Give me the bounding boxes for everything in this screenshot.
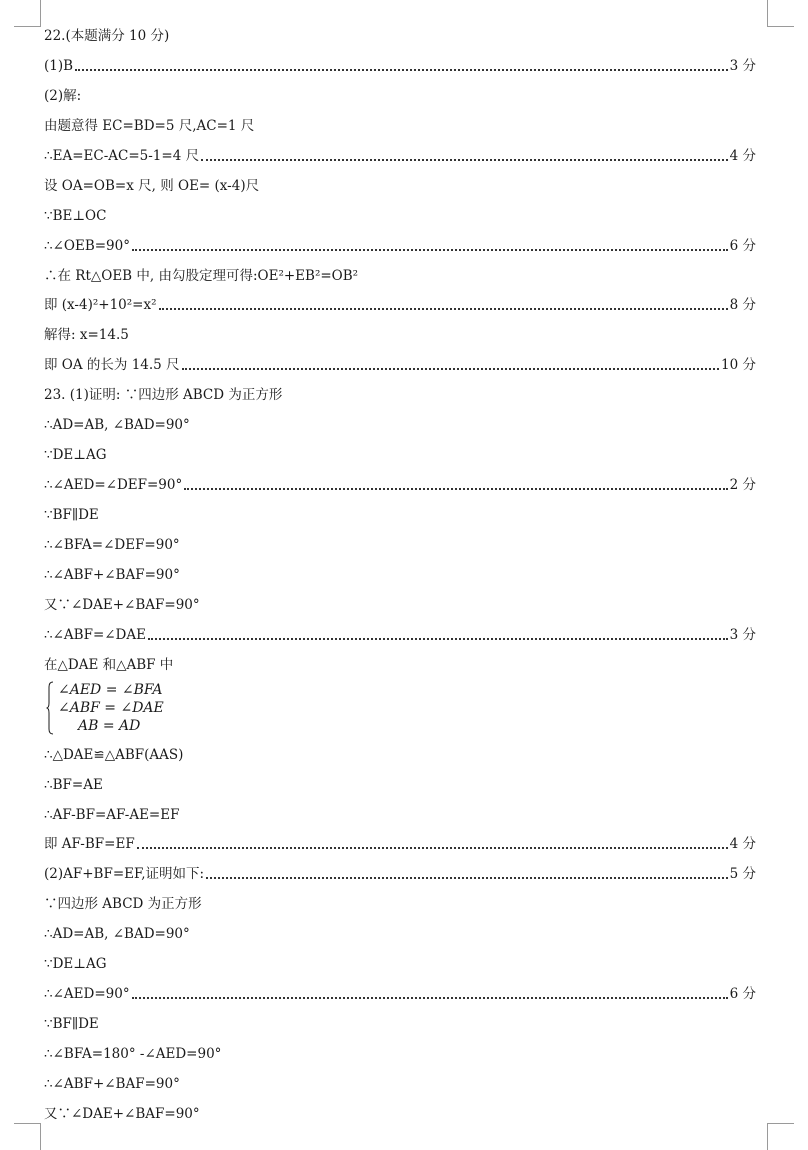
dot-leader [201, 158, 728, 161]
solution-line [44, 980, 756, 1010]
crop-mark-bottom-left [14, 1123, 41, 1150]
score-label: 10 分 [721, 357, 756, 374]
dot-leader [206, 876, 728, 879]
solution-block-22-23 [44, 22, 756, 681]
score-label: 6 分 [729, 237, 756, 254]
dot-leader [75, 68, 728, 71]
line-text: ∴∠ABF+∠BAF=90° [44, 566, 180, 583]
score-label: 8 分 [729, 297, 756, 314]
solution-line [44, 741, 756, 771]
line-text: ∵DE⊥AG [44, 447, 107, 464]
line-text: 解得: x=14.5 [44, 327, 129, 344]
solution-line [44, 950, 756, 980]
solution-line [44, 52, 756, 82]
dot-leader [182, 367, 719, 370]
dot-leader [148, 637, 728, 640]
line-text: ∴在 Rt△OEB 中, 由勾股定理可得:OE²+EB²=OB² [44, 267, 359, 284]
solution-line [44, 591, 756, 621]
solution-line [44, 801, 756, 831]
line-text: ∴△DAE≌△ABF(AAS) [44, 746, 184, 763]
dot-leader [132, 996, 728, 999]
line-text: 设 OA=OB=x 尺, 则 OE= (x-4)尺 [44, 177, 260, 194]
line-text: ∵BE⊥OC [44, 207, 107, 224]
line-text: 22.(本题满分 10 分) [44, 28, 170, 44]
equation-1: ∠AED = ∠BFA [58, 681, 163, 698]
dot-leader [137, 846, 728, 849]
solution-line [44, 1100, 756, 1130]
solution-line [44, 471, 756, 501]
solution-line [44, 860, 756, 890]
line-text: ∵DE⊥AG [44, 956, 107, 973]
score-label: 2 分 [729, 477, 756, 494]
solution-content [44, 22, 756, 1130]
line-text: 即 (x-4)²+10²=x² [44, 297, 157, 314]
line-text: 即 OA 的长为 14.5 尺 [44, 357, 180, 374]
solution-block-23-continued [44, 741, 756, 1130]
score-label: 4 分 [729, 147, 756, 164]
line-text: ∵四边形 ABCD 为正方形 [44, 896, 202, 913]
solution-line [44, 142, 756, 172]
solution-line [44, 771, 756, 801]
solution-line [44, 501, 756, 531]
dot-leader [132, 248, 728, 251]
line-text: ∴∠ABF+∠BAF=90° [44, 1075, 180, 1092]
line-text: ∴AD=AB, ∠BAD=90° [44, 926, 190, 943]
line-text: ∴∠AED=90° [44, 986, 130, 1003]
solution-line [44, 381, 756, 411]
dot-leader [159, 307, 728, 310]
dot-leader [184, 487, 727, 490]
line-text: ∴∠OEB=90° [44, 237, 130, 254]
line-text: 23. (1)证明: ∵四边形 ABCD 为正方形 [44, 387, 283, 404]
solution-line [44, 411, 756, 441]
solution-line [44, 830, 756, 860]
left-brace-icon [46, 681, 54, 735]
line-text: (1)B [44, 57, 74, 74]
score-label: 5 分 [729, 866, 756, 883]
solution-line [44, 262, 756, 292]
line-text: ∴∠ABF=∠DAE [44, 626, 146, 643]
score-label: 3 分 [729, 57, 756, 74]
solution-line [44, 172, 756, 202]
solution-line [44, 22, 756, 52]
equation-3: AB = AD [78, 717, 141, 734]
line-text: ∴∠BFA=180° -∠AED=90° [44, 1046, 222, 1062]
solution-line [44, 651, 756, 681]
line-text: ∵BF∥DE [44, 507, 99, 523]
solution-line [44, 291, 756, 321]
solution-line [44, 1070, 756, 1100]
solution-line [44, 232, 756, 262]
score-label: 4 分 [729, 836, 756, 853]
line-text: 在△DAE 和△ABF 中 [44, 656, 174, 673]
solution-line [44, 561, 756, 591]
line-text: 即 AF-BF=EF [44, 836, 135, 853]
score-label: 3 分 [729, 626, 756, 643]
crop-mark-bottom-right [767, 1123, 794, 1150]
line-text: (2)AF+BF=EF,证明如下: [44, 866, 205, 883]
solution-line [44, 112, 756, 142]
line-text: ∴∠AED=∠DEF=90° [44, 477, 183, 494]
solution-line [44, 531, 756, 561]
solution-line [44, 441, 756, 471]
equation-2: ∠ABF = ∠DAE [58, 699, 164, 716]
solution-line [44, 1010, 756, 1040]
line-text: ∴∠BFA=∠DEF=90° [44, 536, 180, 553]
line-text: 又∵∠DAE+∠BAF=90° [44, 596, 200, 613]
solution-line [44, 82, 756, 112]
solution-line [44, 920, 756, 950]
solution-line [44, 321, 756, 351]
solution-line [44, 202, 756, 232]
line-text: ∴AF-BF=AF-AE=EF [44, 806, 180, 823]
solution-line [44, 621, 756, 651]
line-text: 由题意得 EC=BD=5 尺,AC=1 尺 [44, 117, 255, 134]
score-label: 6 分 [729, 986, 756, 1003]
line-text: ∴BF=AE [44, 776, 103, 793]
line-text: ∴AD=AB, ∠BAD=90° [44, 417, 190, 434]
solution-line [44, 1040, 756, 1070]
line-text: ∵BF∥DE [44, 1016, 99, 1033]
solution-line [44, 351, 756, 381]
crop-mark-top-right [767, 0, 794, 27]
line-text: 又∵∠DAE+∠BAF=90° [44, 1105, 200, 1122]
solution-line [44, 890, 756, 920]
crop-mark-top-left [14, 0, 41, 27]
equation-system [44, 681, 756, 741]
line-text: (2)解: [44, 87, 82, 104]
line-text: ∴EA=EC-AC=5-1=4 尺 [44, 147, 200, 164]
